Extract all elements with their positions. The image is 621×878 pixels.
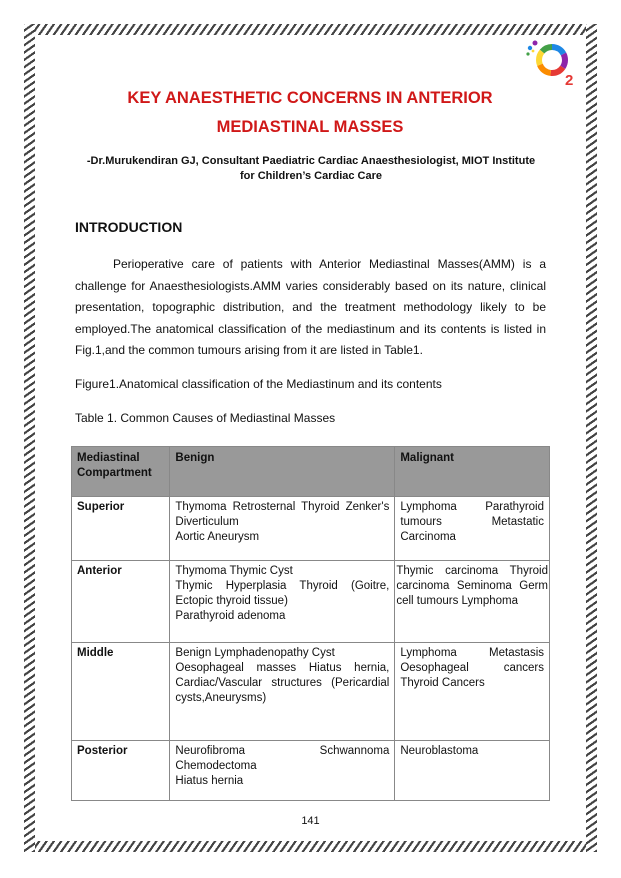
malignant-item: Lymphoma Parathyroid tumours Metastatic Carcinoma — [400, 501, 544, 543]
benign-item: Parathyroid adenoma — [175, 610, 286, 622]
intro-paragraph: Perioperative care of patients with Anterior Mediastinal Masses(AMM) is a challenge for Anaesthesiologists.AMM varies considerably based on its nature, clinical presentation, topographic distribution, and the treatment methodology likely to be employed.The anatomical classification of the mediastinum and its contents is listed in Fig.1,and the common tumours arising from it are listed in Table1. — [75, 257, 546, 357]
malignant-item: Lymphoma Metastasis Oesophageal cancers Thyroid Cancers — [400, 647, 544, 689]
compartment-cell: Superior — [72, 497, 170, 561]
benign-item: Oesophageal masses Hiatus hernia, Cardiac/Vascular structures (Pericardial cysts,Aneurysms) — [175, 662, 390, 704]
benign-item: Hiatus hernia — [175, 775, 244, 787]
malignant-cell — [395, 741, 550, 801]
benign-item: Aortic Aneurysm — [175, 531, 260, 543]
title-line-1: KEY ANAESTHETIC CONCERNS IN ANTERIOR — [127, 89, 493, 107]
page-border-top — [24, 24, 597, 35]
malignant-cell — [395, 497, 550, 561]
section-heading: INTRODUCTION — [75, 219, 183, 235]
benign-cell — [170, 643, 395, 741]
header-benign: Benign — [170, 447, 395, 497]
benign-item: Thymoma Thymic Cyst — [175, 565, 293, 577]
benign-item: Benign Lymphadenopathy Cyst — [175, 647, 335, 659]
author-line-1: -Dr.Murukendiran GJ, Consultant Paediatric Cardiac Anaesthesiologist, MIOT Institute — [86, 155, 536, 167]
compartment-cell: Middle — [72, 643, 170, 741]
mediastinal-masses-table — [71, 446, 550, 801]
page-border-bottom — [24, 841, 597, 852]
benign-cell — [170, 741, 395, 801]
header-malignant: Malignant — [395, 447, 550, 497]
malignant-item: Neuroblastoma — [400, 745, 479, 757]
table-caption: Table 1. Common Causes of Mediastinal Masses — [75, 411, 336, 425]
author-line-2: for Children’s Cardiac Care — [239, 170, 383, 182]
table-row-anterior — [72, 561, 550, 643]
document-title — [60, 84, 560, 142]
table-row-posterior — [72, 741, 550, 801]
benign-item: Thymoma Retrosternal Thyroid Zenker's Diverticulum — [175, 501, 390, 528]
benign-cell — [170, 561, 395, 643]
benign-item: Neurofibroma Schwannoma Chemodectoma — [175, 745, 390, 772]
compartment-cell: Anterior — [72, 561, 170, 643]
page-border-right — [586, 24, 597, 852]
title-line-2: MEDIASTINAL MASSES — [216, 118, 404, 136]
table-row-middle — [72, 643, 550, 741]
page-number: 141 — [301, 815, 320, 827]
benign-cell — [170, 497, 395, 561]
table-row-superior — [72, 497, 550, 561]
malignant-cell — [395, 643, 550, 741]
figure-caption: Figure1.Anatomical classification of the Mediastinum and its contents — [75, 377, 442, 391]
malignant-cell — [395, 561, 550, 643]
table-header-row — [72, 447, 550, 497]
svg-text:2: 2 — [565, 72, 574, 88]
page-border-left — [24, 24, 35, 852]
compartment-cell: Posterior — [72, 741, 170, 801]
malignant-item: Thymic carcinoma Thyroid carcinoma Seminoma Germ cell tumours Lymphoma — [396, 565, 548, 607]
author-byline — [72, 154, 550, 184]
o2-logo — [524, 38, 580, 88]
benign-item: Thymic Hyperplasia Thyroid (Goitre, Ectopic thyroid tissue) — [175, 580, 390, 607]
header-compartment: Mediastinal Compartment — [72, 447, 170, 497]
